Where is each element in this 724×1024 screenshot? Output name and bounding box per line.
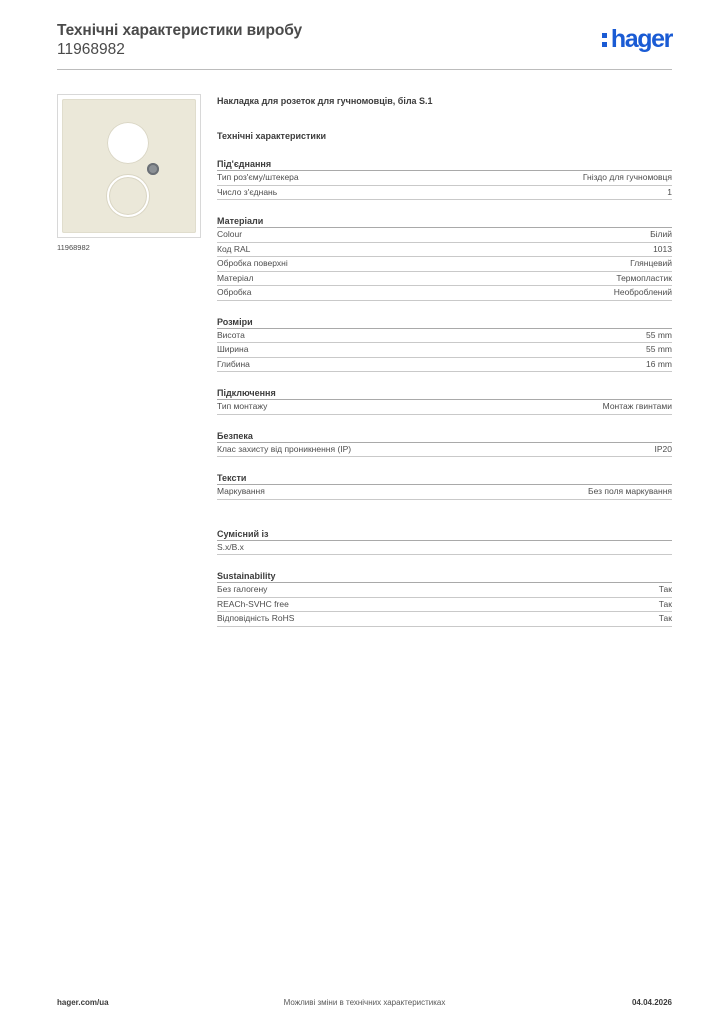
- spec-label: Ширина: [217, 344, 249, 354]
- spec-group-dimensions: [217, 315, 672, 373]
- group-title: Підключення: [217, 386, 672, 400]
- spec-row: [217, 243, 672, 258]
- image-caption: 11968982: [57, 243, 90, 252]
- group-title: Матеріали: [217, 214, 672, 228]
- spec-row: [217, 286, 672, 301]
- spec-label: Відповідність RoHS: [217, 613, 295, 623]
- spec-row: [217, 186, 672, 201]
- spec-value: Так: [658, 598, 672, 609]
- spec-value: 1013: [653, 243, 672, 254]
- speaker-socket-opening: [107, 122, 149, 164]
- spec-row: [217, 171, 672, 186]
- logo-text: hager: [610, 25, 672, 53]
- spec-value: Необроблений: [613, 287, 672, 297]
- spec-value: Білий: [650, 229, 672, 239]
- group-title: Під'єднання: [217, 157, 672, 171]
- spec-label: Матеріал: [217, 272, 254, 283]
- product-name: Накладка для розеток для гучномовців, біла S.1: [217, 96, 433, 106]
- spec-row: [217, 400, 672, 415]
- spec-value: 16 mm: [646, 358, 672, 369]
- spec-group-compatible: [217, 527, 672, 556]
- cover-plate-image: [62, 99, 196, 233]
- section-title: Технічні характеристики: [217, 131, 326, 141]
- spec-value: Глянцевий: [630, 258, 672, 268]
- spec-value: IP20: [654, 443, 672, 454]
- spec-label: Без галогену: [217, 584, 268, 594]
- spec-row: [217, 329, 672, 344]
- spec-value: Так: [658, 584, 672, 594]
- spec-value: 55 mm: [646, 344, 672, 354]
- spec-group-safety: [217, 429, 672, 458]
- group-title: Сумісний із: [217, 527, 672, 541]
- spec-label: Глибина: [217, 358, 250, 369]
- spec-label: Висота: [217, 329, 245, 340]
- header-divider: [57, 69, 672, 70]
- socket-ring: [107, 175, 149, 217]
- spec-row: [217, 343, 672, 358]
- group-title: Розміри: [217, 315, 672, 329]
- spec-value: Без поля маркування: [588, 486, 672, 496]
- spec-group-connection: [217, 157, 672, 200]
- spec-label: REACh-SVHC free: [217, 598, 289, 609]
- group-title: Безпека: [217, 429, 672, 443]
- spec-row: [217, 358, 672, 373]
- footer-website-link[interactable]: hager.com/ua: [57, 998, 109, 1007]
- spec-label: S.x/B.x: [217, 541, 244, 552]
- spec-row: [217, 541, 672, 556]
- spec-label: Обробка: [217, 287, 252, 297]
- spec-label: Тип монтажу: [217, 401, 268, 411]
- spec-value: Монтаж гвинтами: [602, 401, 672, 411]
- spec-row: [217, 598, 672, 613]
- spec-row: [217, 443, 672, 458]
- spec-row: [217, 583, 672, 598]
- spec-content: [217, 94, 672, 627]
- document-title: Технічні характеристики виробу: [57, 22, 302, 39]
- page-header: [57, 22, 672, 70]
- hager-logo: [602, 26, 672, 52]
- spec-group-sustainability: [217, 569, 672, 627]
- spec-row: [217, 228, 672, 243]
- spec-row: [217, 485, 672, 500]
- spec-group-installation: [217, 386, 672, 415]
- document-number: 11968982: [57, 41, 125, 58]
- spec-group-texts: [217, 471, 672, 500]
- spec-value: 55 mm: [646, 329, 672, 340]
- spec-label: Код RAL: [217, 243, 251, 254]
- footer-disclaimer: Можливі зміни в технічних характеристиках: [283, 998, 446, 1007]
- product-image: [57, 94, 201, 238]
- group-title: Sustainability: [217, 569, 672, 583]
- spec-label: Маркування: [217, 486, 265, 496]
- spec-label: Клас захисту від проникнення (IP): [217, 443, 352, 454]
- spec-group-materials: [217, 214, 672, 301]
- page-footer: [57, 998, 672, 1010]
- spec-label: Число з'єднань: [217, 186, 278, 197]
- footer-date: 04.04.2026: [631, 998, 672, 1007]
- spec-label: Тип роз'єму/штекера: [217, 172, 299, 182]
- spec-value: 1: [667, 186, 672, 197]
- group-title: Тексти: [217, 471, 672, 485]
- spec-label: Обробка поверхні: [217, 258, 288, 268]
- spec-value: Гніздо для гучномовця: [582, 172, 672, 182]
- spec-row: [217, 272, 672, 287]
- spec-value: Термопластик: [616, 272, 672, 283]
- screw-icon: [147, 163, 159, 175]
- spec-row: [217, 612, 672, 627]
- spec-value: Так: [658, 613, 672, 623]
- spec-label: Colour: [217, 229, 243, 239]
- spec-row: [217, 257, 672, 272]
- logo-mark-icon: [602, 31, 609, 49]
